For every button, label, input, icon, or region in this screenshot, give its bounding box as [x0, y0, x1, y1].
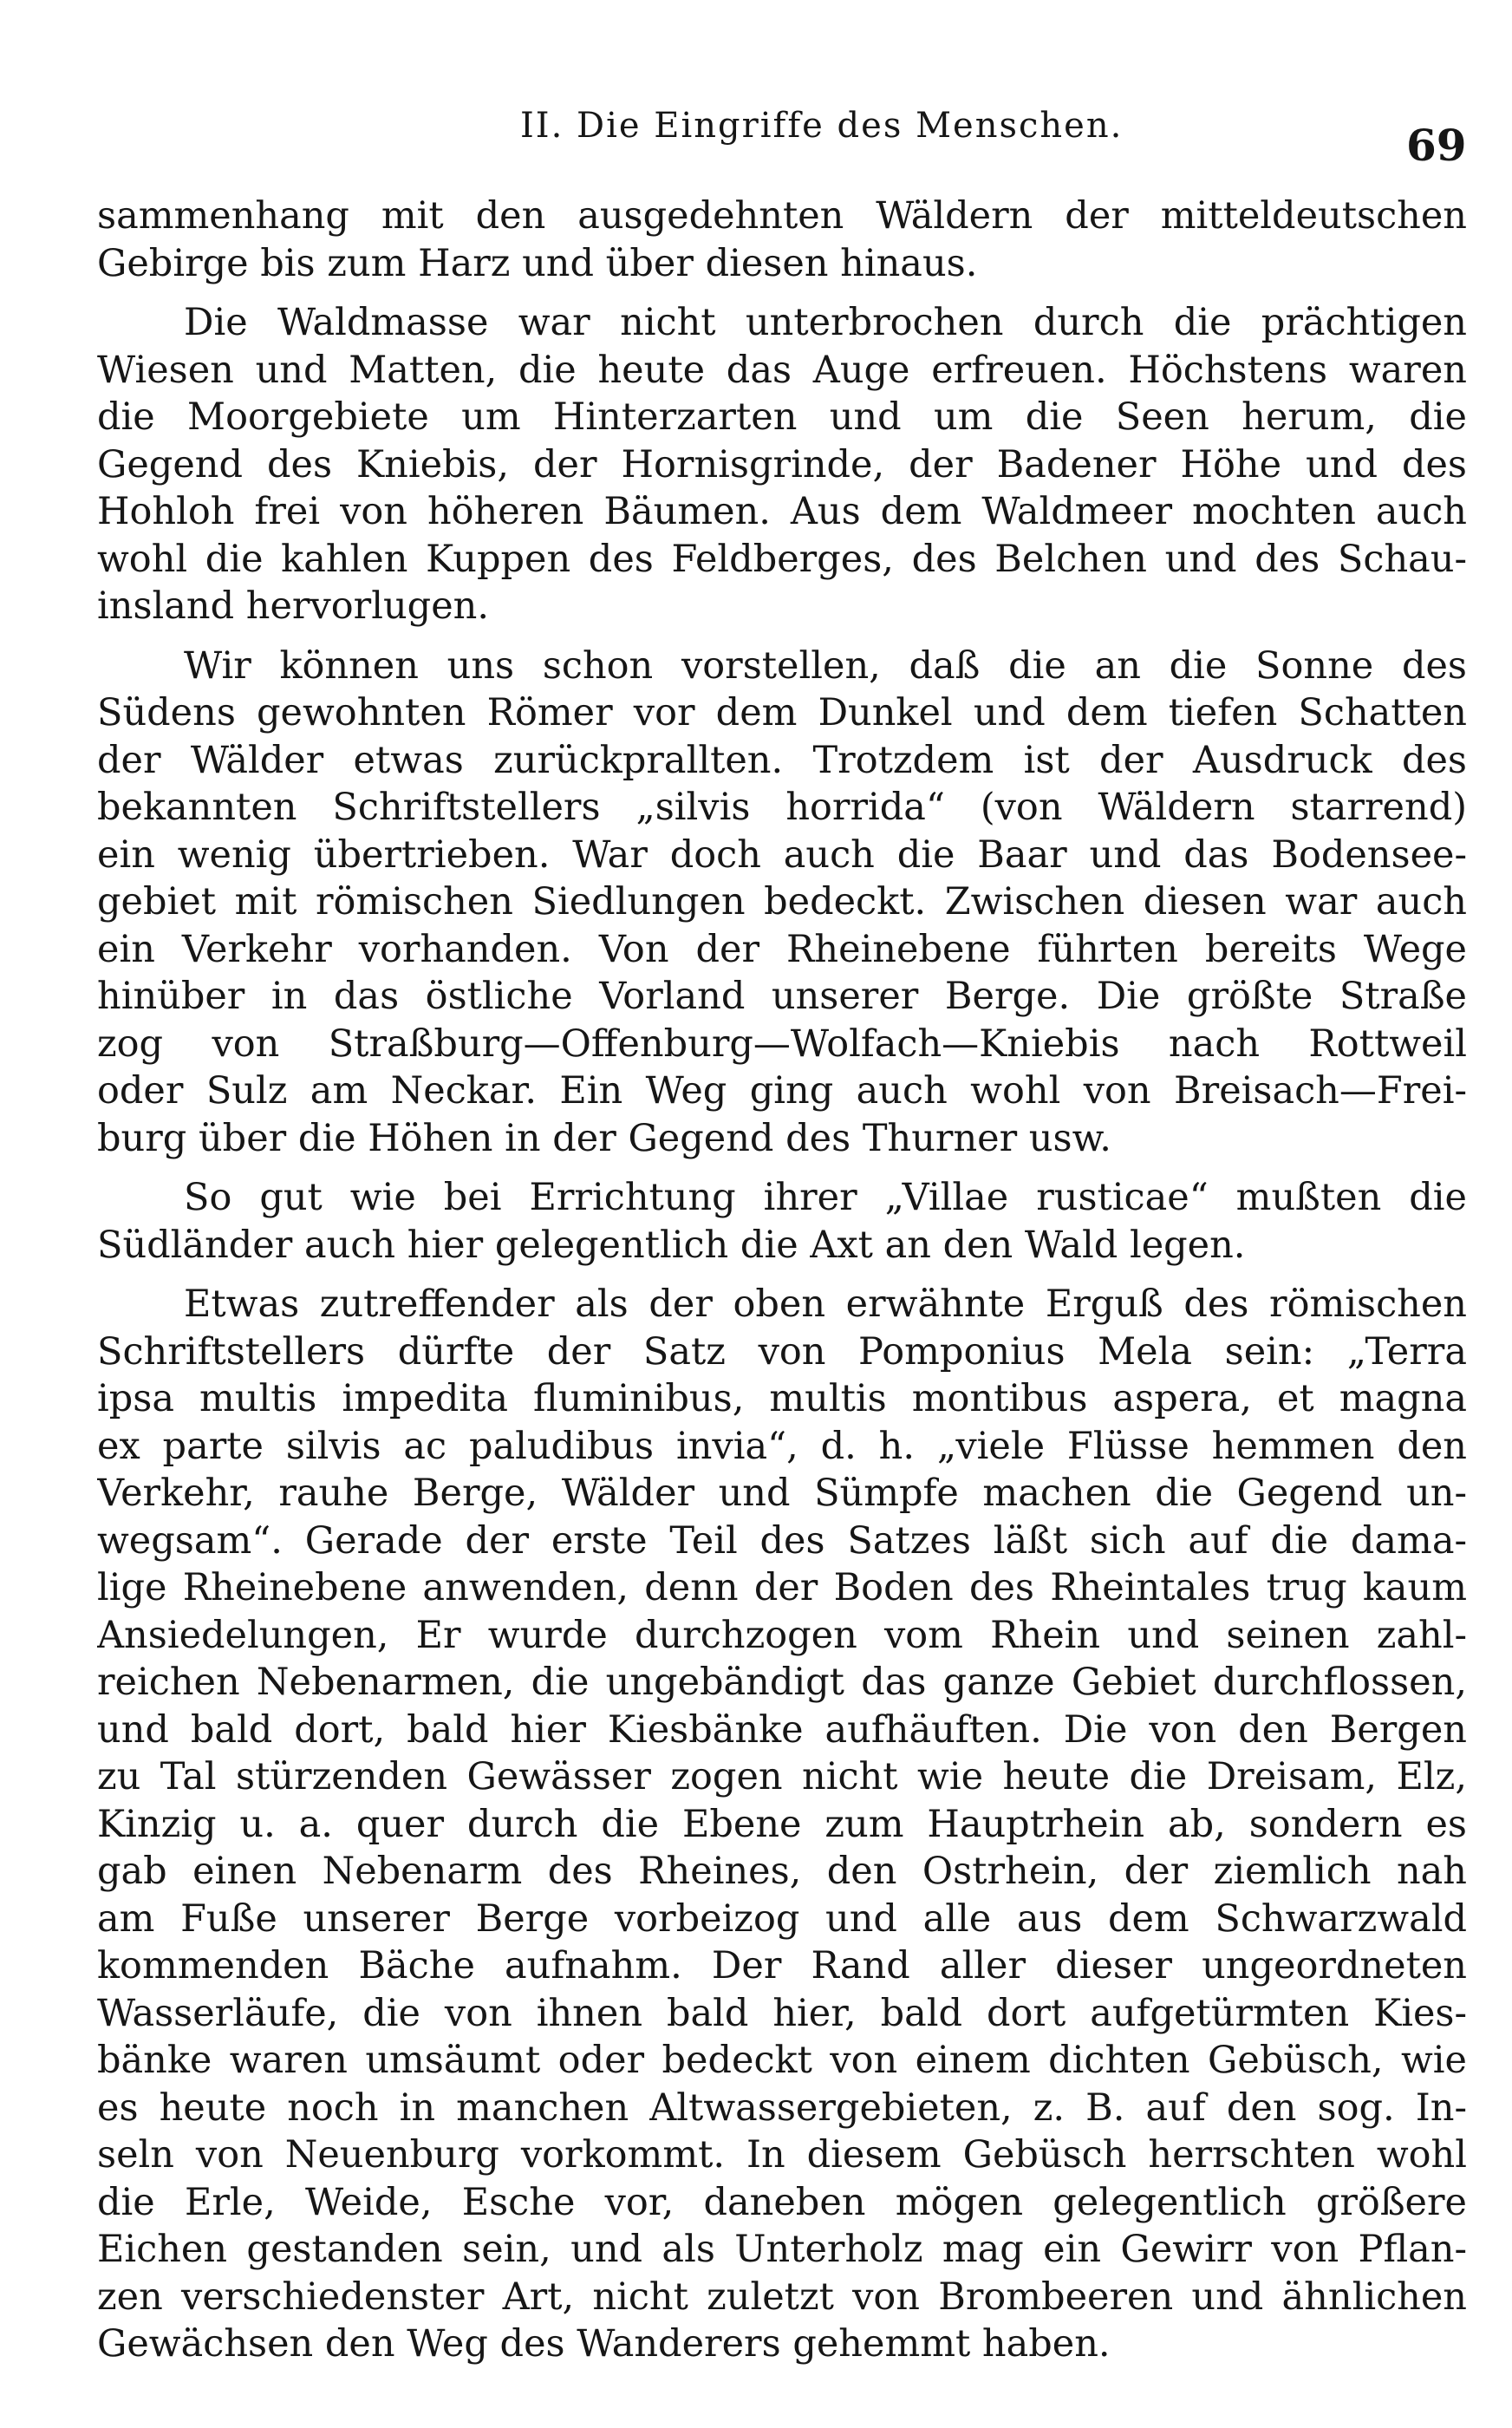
- text-line: Eichen gestanden sein, und als Unterholz mag ein Gewirr von Pflan-: [97, 2228, 1467, 2271]
- text-line: Hohloh frei von höheren Bäumen. Aus dem Waldmeer mochten auch: [97, 490, 1467, 533]
- text-line: zen verschiedenster Art, nicht zuletzt von Brombeeren und ähnlichen: [97, 2275, 1467, 2319]
- text-line: am Fuße unserer Berge vorbeizog und alle aus dem Schwarzwald: [97, 1896, 1467, 1941]
- text-line: ipsa multis impedita fluminibus, multis montibus aspera, et magna: [97, 1377, 1467, 1420]
- text-line: zog von Straßburg—Offenburg—Wolfach—Kniebis nach Rottweil: [97, 1021, 1467, 1066]
- paragraph: [97, 1281, 1467, 2368]
- text-line: bänke waren umsäumt oder bedeckt von einem dichten Gebüsch, wie: [97, 2039, 1467, 2082]
- text-line: die Erle, Weide, Esche vor, daneben mögen gelegentlich größere: [97, 2180, 1467, 2224]
- text-line: Kinzig u. a. quer durch die Ebene zum Hauptrhein ab, sondern es: [97, 1802, 1467, 1846]
- paragraph: [97, 643, 1467, 1163]
- text-line: Wasserläufe, die von ihnen bald hier, bald dort aufgetürmten Kies-: [97, 1991, 1467, 2035]
- text-line: burg über die Höhen in der Gegend des Thurner usw.: [97, 1116, 1111, 1160]
- text-line: Südländer auch hier gelegentlich die Axt an den Wald legen.: [97, 1223, 1246, 1267]
- text-line: Verkehr, rauhe Berge, Wälder und Sümpfe machen die Gegend un-: [97, 1472, 1467, 1515]
- text-line: Gegend des Kniebis, der Hornisgrinde, der Badener Höhe und des: [97, 442, 1467, 486]
- text-line: seln von Neuenburg vorkommt. In diesem Gebüsch herrschten wohl: [97, 2133, 1467, 2177]
- text-line: gebiet mit römischen Siedlungen bedeckt. Zwischen diesen war auch: [97, 880, 1467, 924]
- page-number: 69: [1406, 120, 1467, 171]
- text-line: ex parte silvis ac paludibus invia“, d. h. „viele Flüsse hemmen den: [97, 1424, 1467, 1468]
- text-line: gab einen Nebenarm des Rheines, den Ostrhein, der ziemlich nah: [97, 1850, 1467, 1893]
- text-line: wohl die kahlen Kuppen des Feldberges, des Belchen und des Schau-: [97, 537, 1467, 581]
- text-line: sammenhang mit den ausgedehnten Wäldern der mitteldeutschen: [97, 194, 1467, 238]
- text-line: Gebirge bis zum Harz und über diesen hinaus.: [97, 241, 978, 285]
- text-line: reichen Nebenarmen, die ungebändigt das ganze Gebiet durchflossen,: [97, 1661, 1467, 1704]
- text-line: ein Verkehr vorhanden. Von der Rheinebene führten bereits Wege: [97, 927, 1467, 971]
- paragraph: [97, 1174, 1467, 1269]
- body-text: [97, 193, 1467, 2368]
- text-line: bekannten Schriftstellers „silvis horrida“ (von Wäldern starrend): [97, 786, 1467, 829]
- running-title: II. Die Eingriffe des Menschen.: [520, 106, 1124, 146]
- text-line: Etwas zutreffender als der oben erwähnte Erguß des römischen: [184, 1283, 1467, 1326]
- text-line: lige Rheinebene anwenden, denn der Boden des Rheintales trug kaum: [97, 1566, 1467, 1609]
- text-line: Gewächsen den Weg des Wanderers gehemmt haben.: [97, 2322, 1111, 2366]
- text-line: wegsam“. Gerade der erste Teil des Satzes läßt sich auf die dama-: [97, 1518, 1467, 1563]
- text-line: der Wälder etwas zurückprallten. Trotzdem ist der Ausdruck des: [97, 738, 1467, 782]
- text-line: ein wenig übertrieben. War doch auch die Baar und das Bodensee-: [97, 832, 1467, 877]
- text-line: zu Tal stürzenden Gewässer zogen nicht wie heute die Dreisam, Elz,: [97, 1755, 1467, 1798]
- text-line: hinüber in das östliche Vorland unserer Berge. Die größte Straße: [97, 975, 1467, 1018]
- text-line: Schriftstellers dürfte der Satz von Pomponius Mela sein: „Terra: [97, 1329, 1467, 1374]
- text-line: Ansiedelungen, Er wurde durchzogen vom Rhein und seinen zahl-: [97, 1613, 1467, 1657]
- text-line: oder Sulz am Neckar. Ein Weg ging auch wohl von Breisach—Frei-: [97, 1069, 1467, 1113]
- text-line: Wiesen und Matten, die heute das Auge erfreuen. Höchstens waren: [97, 348, 1467, 392]
- text-line: und bald dort, bald hier Kiesbänke aufhäuften. Die von den Bergen: [97, 1707, 1467, 1752]
- text-line: die Moorgebiete um Hinterzarten und um die Seen herum, die: [97, 395, 1467, 439]
- text-line: kommenden Bäche aufnahm. Der Rand aller dieser ungeordneten: [97, 1944, 1467, 1987]
- text-line: So gut wie bei Errichtung ihrer „Villae rusticae“ mußten die: [184, 1176, 1467, 1219]
- paragraph: [97, 299, 1467, 630]
- text-line: Wir können uns schon vorstellen, daß die an die Sonne des: [184, 643, 1467, 688]
- text-line: es heute noch in manchen Altwassergebieten, z. B. auf den sog. In-: [97, 2085, 1467, 2130]
- paragraph: [97, 193, 1467, 287]
- text-line: Die Waldmasse war nicht unterbrochen durch die prächtigen: [184, 301, 1467, 344]
- text-line: Südens gewohnten Römer vor dem Dunkel und dem tiefen Schatten: [97, 691, 1467, 734]
- text-line: insland hervorlugen.: [97, 584, 490, 628]
